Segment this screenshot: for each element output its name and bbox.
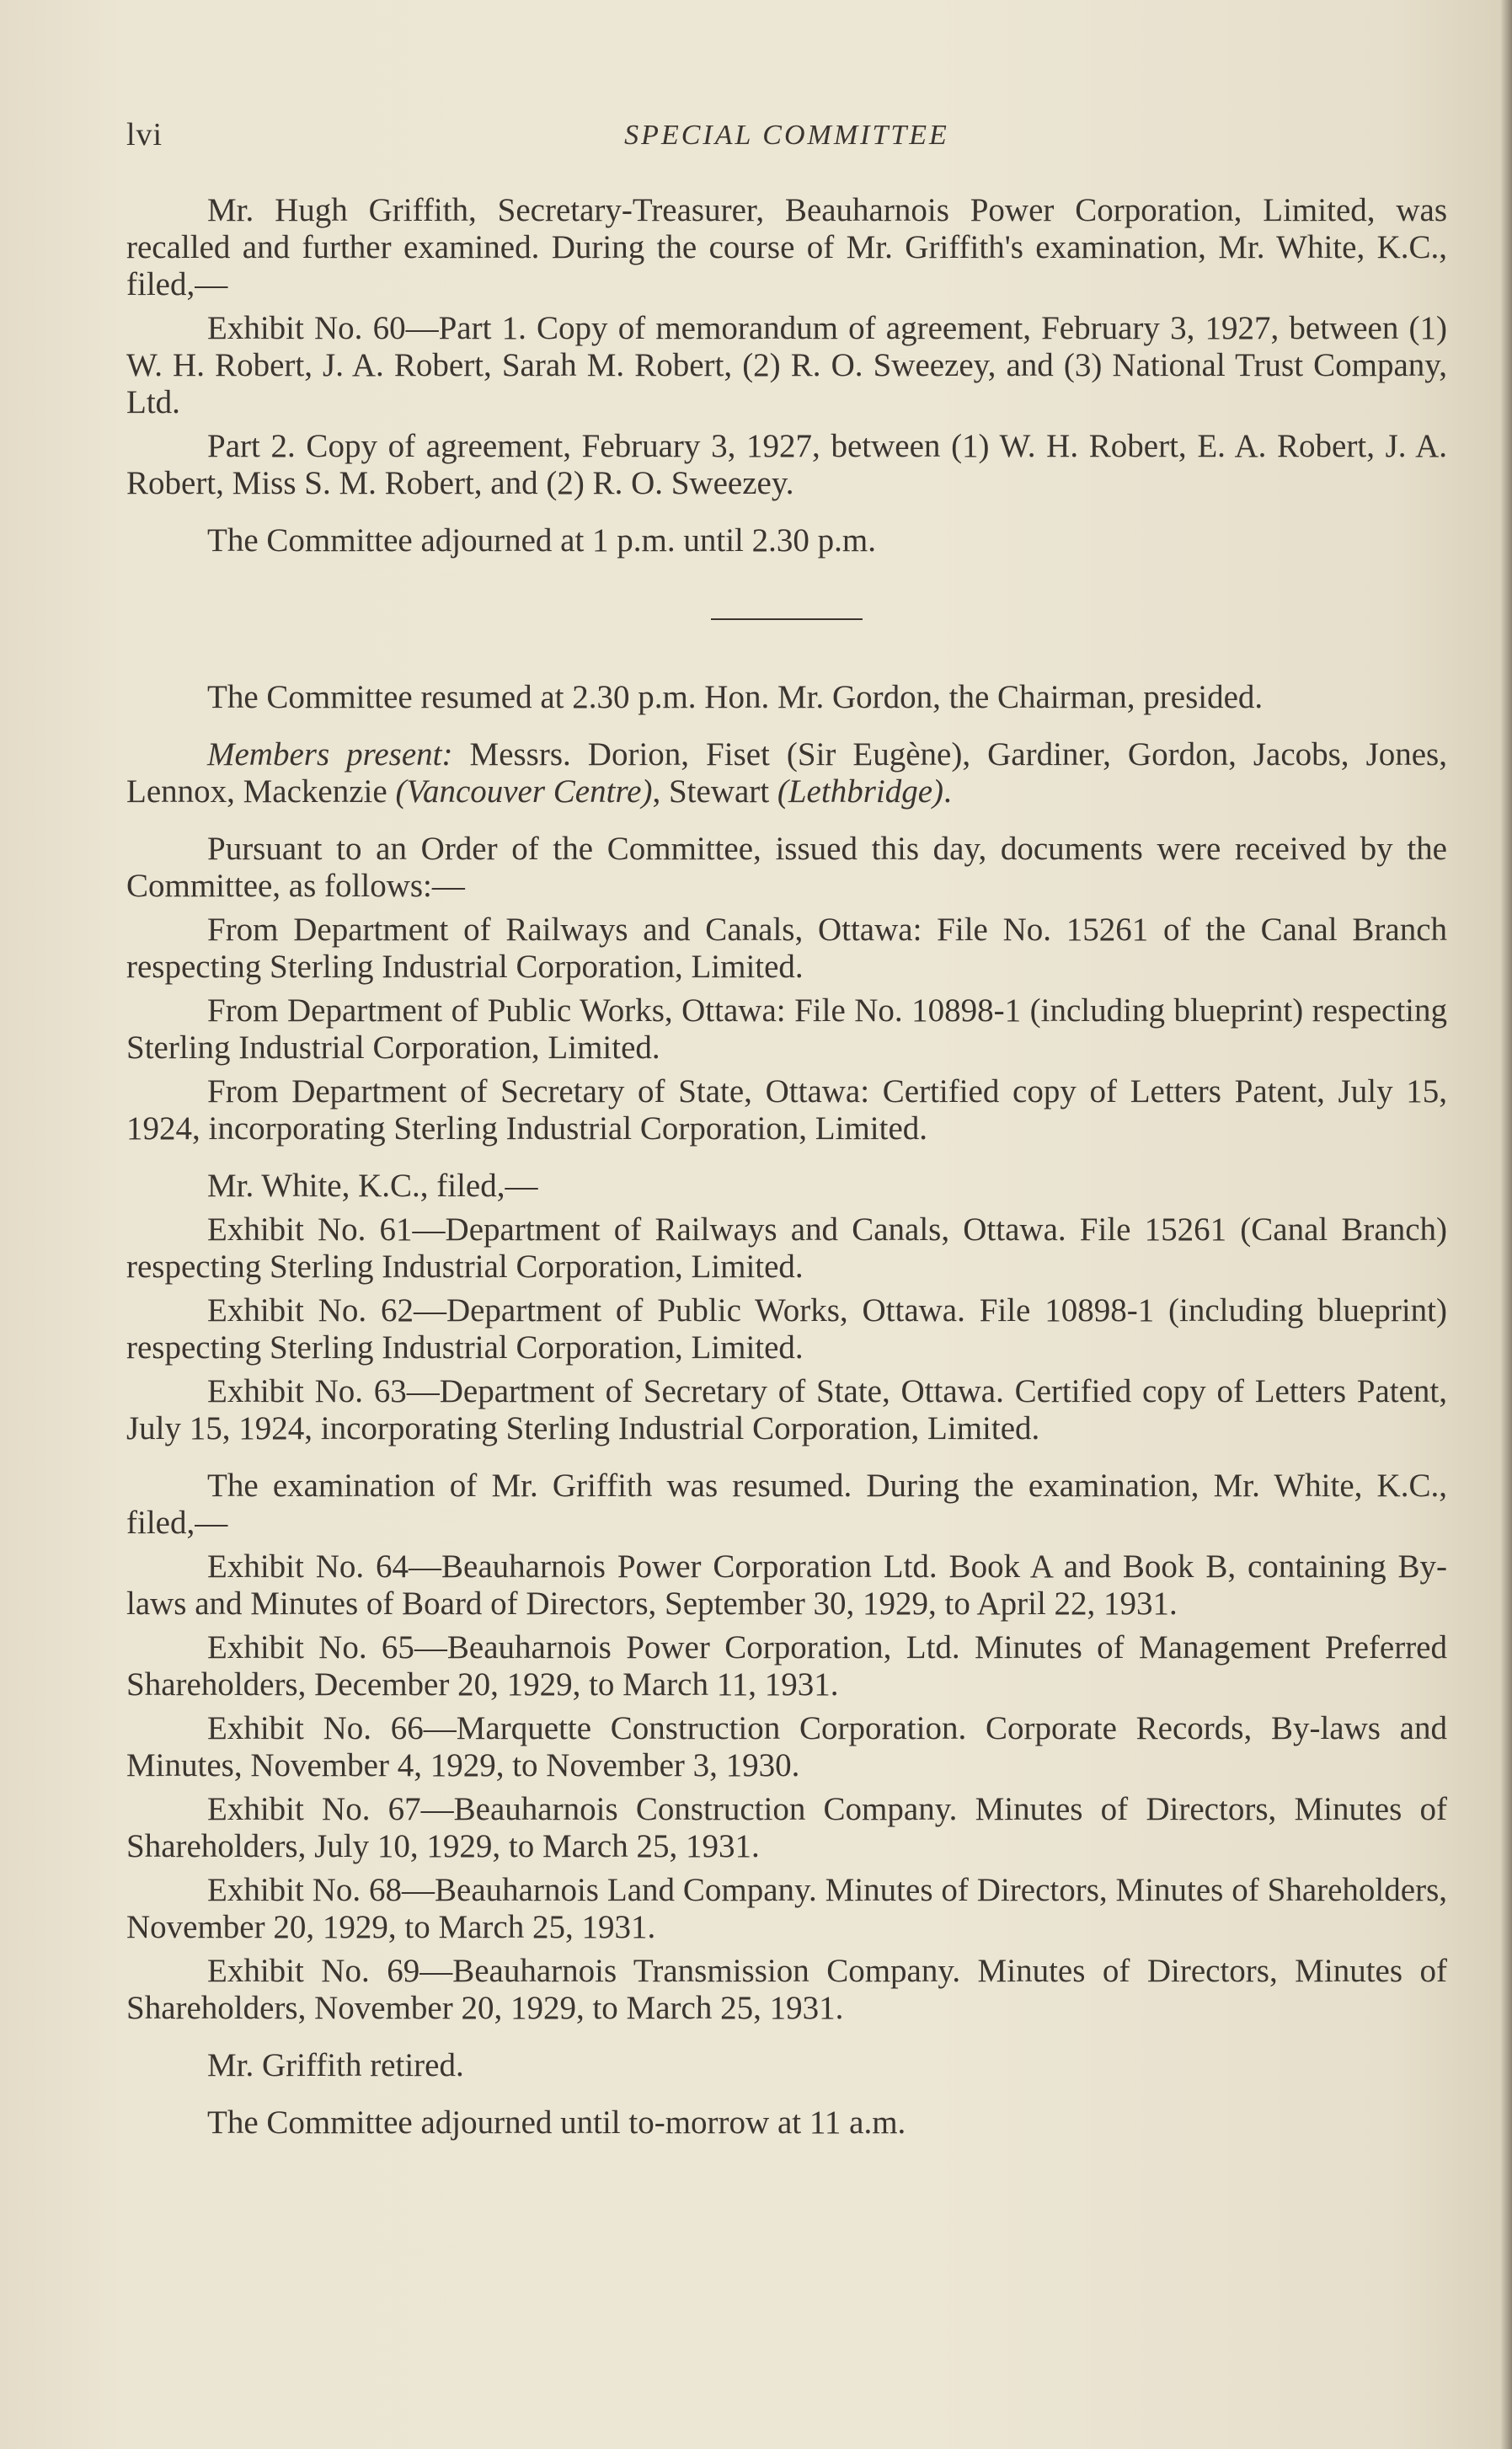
paragraph-exhibit-65: Exhibit No. 65—Beauharnois Power Corporation, Ltd. Minutes of Management Preferred Shareholders, December 20, 1929, to March 11, 1931. xyxy=(126,1629,1447,1703)
paragraph-morning-adjournment: The Committee adjourned at 1 p.m. until 2.30 p.m. xyxy=(207,522,876,559)
page-number: lvi xyxy=(126,117,163,152)
paragraph-exhibit-60-part-1: Exhibit No. 60—Part 1. Copy of memorandum of agreement, February 3, 1927, between (1) W. H. Robert, J. A. Robert, Sarah M. Robert, (2) R. O. Sweezey, and (3) National Trust Company, Ltd. xyxy=(126,310,1447,420)
paragraph-exhibit-64: Exhibit No. 64—Beauharnois Power Corporation Ltd. Book A and Book B, containing By-laws and Minutes of Board of Directors, September 30, 1929, to April 22, 1931. xyxy=(126,1548,1447,1622)
members-present-label: Members present: xyxy=(207,736,453,773)
paragraph-order-documents: Pursuant to an Order of the Committee, issued this day, documents were received by the Committee, as follows:— xyxy=(126,831,1447,904)
paragraph-griffith-recalled: Mr. Hugh Griffith, Secretary-Treasurer, Beauharnois Power Corporation, Limited, was recalled and further examined. During the course of Mr. Griffith's examination, Mr. White, K.C., filed,— xyxy=(126,192,1447,302)
paragraph-white-filed: Mr. White, K.C., filed,— xyxy=(207,1168,538,1204)
paragraph-from-railways: From Department of Railways and Canals, Ottawa: File No. 15261 of the Canal Branch respecting Sterling Industrial Corporation, Limited. xyxy=(126,912,1447,985)
page-edge-shadow xyxy=(1500,0,1512,2449)
paragraph-exhibit-66: Exhibit No. 66—Marquette Construction Corporation. Corporate Records, By-laws and Minutes, November 4, 1929, to November 3, 1930. xyxy=(126,1710,1447,1783)
riding-vancouver-centre: (Vancouver Centre) xyxy=(395,773,653,810)
section-divider xyxy=(711,618,863,620)
paragraph-members-present xyxy=(126,736,1447,810)
members-end: . xyxy=(943,773,952,810)
paragraph-exhibit-61: Exhibit No. 61—Department of Railways and Canals, Ottawa. File 15261 (Canal Branch) respecting Sterling Industrial Corporation, Limited. xyxy=(126,1211,1447,1285)
paragraph-exhibit-60-part-2: Part 2. Copy of agreement, February 3, 1927, between (1) W. H. Robert, E. A. Robert, J. A. Robert, Miss S. M. Robert, and (2) R. O. Sweezey. xyxy=(126,428,1447,501)
running-head: SPECIAL COMMITTEE xyxy=(624,120,949,151)
paragraph-griffith-retired: Mr. Griffith retired. xyxy=(207,2047,464,2083)
paragraph-exhibit-69: Exhibit No. 69—Beauharnois Transmission Company. Minutes of Directors, Minutes of Shareholders, November 20, 1929, to March 25, 1931. xyxy=(126,1953,1447,2026)
paragraph-exhibit-63: Exhibit No. 63—Department of Secretary of State, Ottawa. Certified copy of Letters Patent, July 15, 1924, incorporating Sterling Industrial Corporation, Limited. xyxy=(126,1373,1447,1446)
page-body xyxy=(126,192,1447,2142)
members-names-b: , Stewart xyxy=(652,773,777,810)
page-header xyxy=(126,116,1447,158)
paragraph-exhibit-62: Exhibit No. 62—Department of Public Works, Ottawa. File 10898-1 (including blueprint) respecting Sterling Industrial Corporation, Limited. xyxy=(126,1292,1447,1366)
riding-lethbridge: (Lethbridge) xyxy=(777,773,944,810)
paragraph-final-adjournment: The Committee adjourned until to-morrow at 11 a.m. xyxy=(207,2104,906,2141)
paragraph-afternoon-resumed: The Committee resumed at 2.30 p.m. Hon. Mr. Gordon, the Chairman, presided. xyxy=(207,679,1264,715)
paragraph-exhibit-68: Exhibit No. 68—Beauharnois Land Company. Minutes of Directors, Minutes of Shareholders, November 20, 1929, to March 25, 1931. xyxy=(126,1872,1447,1945)
paragraph-from-secretary-of-state: From Department of Secretary of State, Ottawa: Certified copy of Letters Patent, July 15, 1924, incorporating Sterling Industrial Corporation, Limited. xyxy=(126,1073,1447,1147)
paragraph-examination-resumed: The examination of Mr. Griffith was resumed. During the examination, Mr. White, K.C., filed,— xyxy=(126,1468,1447,1541)
paragraph-exhibit-67: Exhibit No. 67—Beauharnois Construction Company. Minutes of Directors, Minutes of Shareholders, July 10, 1929, to March 25, 1931. xyxy=(126,1791,1447,1864)
paragraph-from-public-works: From Department of Public Works, Ottawa: File No. 10898-1 (including blueprint) respecting Sterling Industrial Corporation, Limited. xyxy=(126,992,1447,1066)
members-names-a: Messrs. Dorion, Fiset (Sir Eugène), Gardiner, Gordon, Jacobs, Jones, Lennox, Mackenzie xyxy=(126,736,1447,810)
